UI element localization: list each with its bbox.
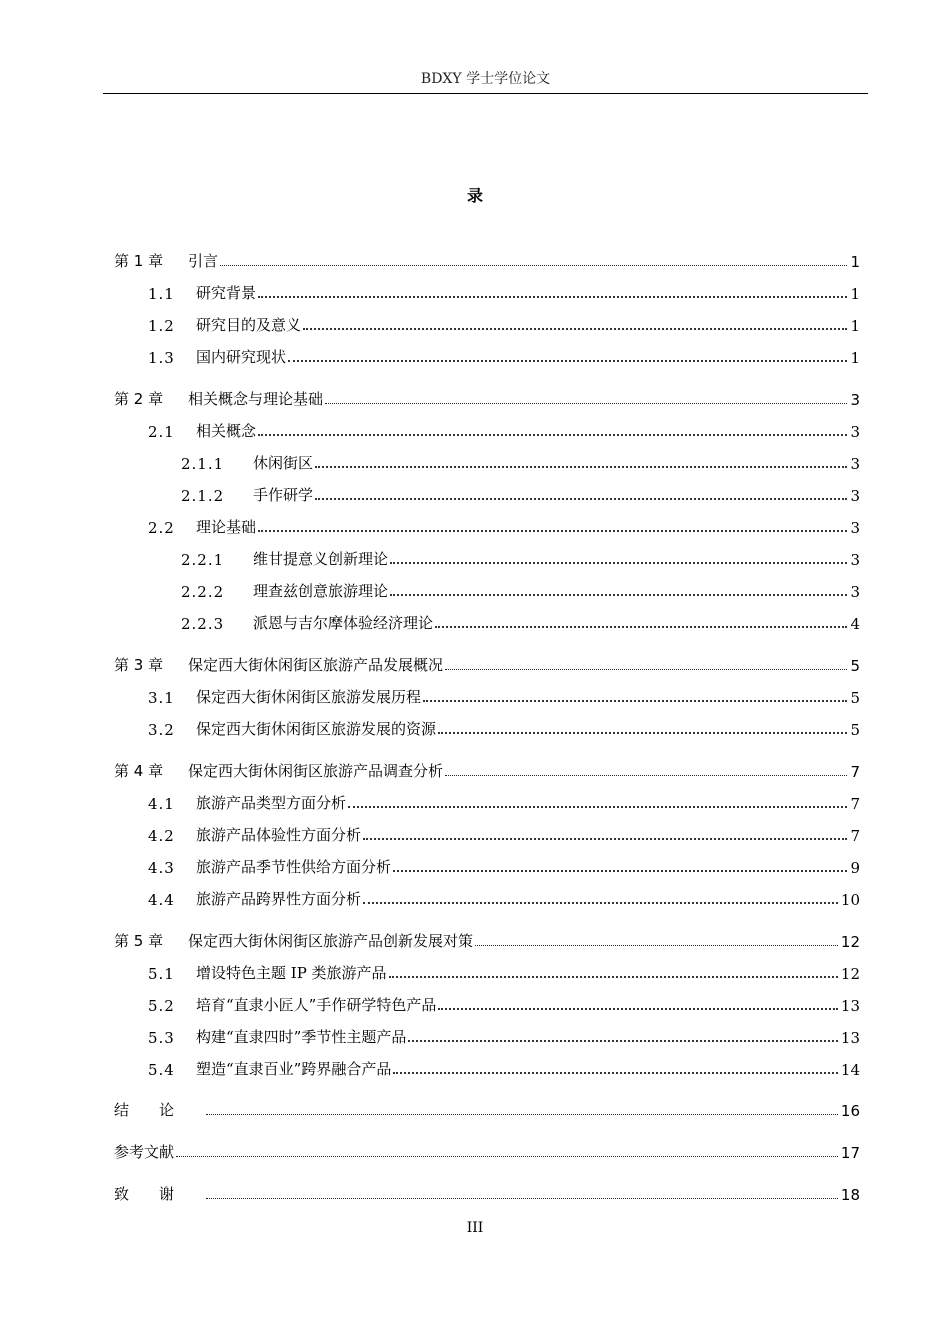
toc-entry-page: 9 [850, 859, 860, 877]
toc-entry-title: 保定西大街休闲街区旅游发展的资源 [196, 720, 437, 738]
toc-entry-number: 第 2 章 [114, 390, 164, 408]
toc-entry-page: 3 [850, 551, 860, 569]
dot-leader [393, 870, 847, 872]
toc-entry[interactable] [181, 451, 860, 473]
dot-leader [408, 1040, 838, 1042]
toc-entry-number: 2.1.1 [181, 455, 225, 473]
toc-entry-number: 第 4 章 [114, 762, 164, 780]
toc-entry-title: 手作研学 [253, 486, 314, 504]
dot-leader [315, 466, 847, 468]
dot-leader [258, 296, 847, 298]
toc-entry-number: 4.2 [148, 827, 175, 845]
toc-entry-page: 3 [850, 455, 860, 473]
dot-leader [206, 1114, 838, 1115]
toc-entry-title: 保定西大街休闲街区旅游产品调查分析 [188, 762, 444, 780]
toc-entry[interactable] [148, 791, 860, 813]
toc-entry[interactable] [148, 717, 860, 739]
toc-entry-number: 2.2.2 [181, 583, 225, 601]
toc-entry-page: 3 [850, 487, 860, 505]
dot-leader [438, 1008, 838, 1010]
toc-entry-title: 保定西大街休闲街区旅游发展历程 [196, 688, 422, 706]
toc-entry-title: 研究目的及意义 [196, 316, 302, 334]
toc-entry-page: 7 [850, 795, 860, 813]
toc-entry-page: 5 [850, 721, 860, 739]
toc-entry-number: 第 5 章 [114, 932, 164, 950]
toc-entry-title: 保定西大街休闲街区旅游产品发展概况 [188, 656, 444, 674]
dot-leader [348, 806, 847, 808]
toc-entry-page: 7 [850, 763, 860, 781]
toc-entry-page: 14 [840, 1061, 860, 1079]
toc-entry[interactable] [181, 483, 860, 505]
toc-entry[interactable] [181, 579, 860, 601]
toc-entry[interactable] [148, 1025, 860, 1047]
toc-entry[interactable] [181, 611, 860, 633]
toc-entry-title: 派恩与吉尔摩体验经济理论 [253, 614, 434, 632]
toc-entry-title: 休闲街区 [253, 454, 314, 472]
dot-leader [393, 1072, 838, 1074]
toc-entry-number: 4.4 [148, 891, 175, 909]
toc-entry-page: 4 [850, 615, 860, 633]
dot-leader [315, 498, 847, 500]
toc-entry-title: 旅游产品体验性方面分析 [196, 826, 362, 844]
toc-entry-number: 5.3 [148, 1029, 175, 1047]
dot-leader [389, 976, 838, 978]
toc-entry-title: 相关概念 [196, 422, 257, 440]
dot-leader [390, 562, 847, 564]
toc-entry-title: 研究背景 [196, 284, 257, 302]
dot-leader [363, 902, 838, 904]
toc-entry[interactable] [114, 929, 860, 951]
dot-leader [445, 775, 847, 776]
toc-title: 录 [466, 186, 483, 205]
toc-entry[interactable] [148, 1057, 860, 1079]
dot-leader [176, 1156, 838, 1157]
toc-entry[interactable] [148, 855, 860, 877]
dot-leader [363, 838, 847, 840]
dot-leader [303, 328, 847, 330]
toc-entry-title: 旅游产品跨界性方面分析 [196, 890, 362, 908]
toc-entry[interactable] [148, 887, 860, 909]
toc-entry-title: 构建“直隶四时”季节性主题产品 [196, 1028, 407, 1046]
toc-entry[interactable] [114, 759, 860, 781]
toc-entry-number: 1.1 [148, 285, 175, 303]
toc-entry-page: 12 [840, 933, 860, 951]
toc-entry-number: 2.1.2 [181, 487, 225, 505]
toc-entry-number: 2.2 [148, 519, 175, 537]
toc-entry-page: 5 [850, 689, 860, 707]
toc-entry-title: 旅游产品类型方面分析 [196, 794, 347, 812]
toc-entry-title: 致谢 [114, 1185, 205, 1203]
toc-entry-title: 理论基础 [196, 518, 257, 536]
toc-entry-page: 17 [840, 1144, 860, 1162]
toc-entry-page: 3 [850, 583, 860, 601]
toc-entry-page: 3 [850, 423, 860, 441]
dot-leader [423, 700, 847, 702]
toc-entry-title: 保定西大街休闲街区旅游产品创新发展对策 [188, 932, 474, 950]
dot-leader [390, 594, 847, 596]
toc-entry-title: 结论 [114, 1101, 205, 1119]
dot-leader [288, 360, 847, 362]
toc-entry-number: 5.1 [148, 965, 175, 983]
dot-leader [435, 626, 847, 628]
toc-entry[interactable] [148, 961, 860, 983]
toc-entry[interactable] [114, 387, 860, 409]
dot-leader [475, 945, 838, 946]
toc-entry[interactable] [148, 419, 860, 441]
toc-entry-title: 增设特色主题 IP 类旅游产品 [196, 964, 387, 982]
toc-entry[interactable] [114, 249, 860, 271]
toc-entry-number: 第 1 章 [114, 252, 164, 270]
toc-entry-page: 1 [850, 349, 860, 367]
toc-entry-page: 3 [850, 391, 860, 409]
toc-entry-page: 1 [850, 253, 860, 271]
toc-entry[interactable] [148, 515, 860, 537]
dot-leader [258, 530, 847, 532]
toc-entry-title: 理查兹创意旅游理论 [253, 582, 389, 600]
toc-entry-page: 13 [840, 997, 860, 1015]
toc-entry-number: 2.2.3 [181, 615, 225, 633]
toc-entry-page: 1 [850, 317, 860, 335]
toc-entry-number: 5.4 [148, 1061, 175, 1079]
toc-entry[interactable] [114, 1182, 860, 1204]
toc-entry-page: 1 [850, 285, 860, 303]
toc-entry-page: 10 [840, 891, 860, 909]
toc-entry-page: 7 [850, 827, 860, 845]
toc-entry[interactable] [114, 1140, 860, 1162]
toc-entry-number: 5.2 [148, 997, 175, 1015]
dot-leader [206, 1198, 838, 1199]
toc-entry[interactable] [181, 547, 860, 569]
toc-entry-title: 塑造“直隶百业”跨界融合产品 [196, 1060, 392, 1078]
toc-entry-title: 相关概念与理论基础 [188, 390, 324, 408]
toc-entry[interactable] [148, 993, 860, 1015]
toc-entry[interactable] [114, 653, 860, 675]
toc-entry-page: 13 [840, 1029, 860, 1047]
toc-entry-title: 维甘提意义创新理论 [253, 550, 389, 568]
toc-entry-page: 5 [850, 657, 860, 675]
toc-entry-title: 培育“直隶小匠人”手作研学特色产品 [196, 996, 437, 1014]
toc-entry-page: 16 [840, 1102, 860, 1120]
toc-entry-number: 2.2.1 [181, 551, 225, 569]
dot-leader [445, 669, 847, 670]
toc-entry-page: 3 [850, 519, 860, 537]
page-number: III [466, 1220, 484, 1236]
toc-entry-page: 12 [840, 965, 860, 983]
toc-entry-number: 1.3 [148, 349, 175, 367]
dot-leader [258, 434, 847, 436]
toc-entry-number: 4.1 [148, 795, 175, 813]
toc-entry-page: 18 [840, 1186, 860, 1204]
toc-entry-number: 3.1 [148, 689, 175, 707]
toc-entry-title: 参考文献 [114, 1143, 175, 1161]
toc-entry-title: 旅游产品季节性供给方面分析 [196, 858, 392, 876]
toc-entry-number: 第 3 章 [114, 656, 164, 674]
toc-entry[interactable] [148, 685, 860, 707]
dot-leader [325, 403, 847, 404]
toc-entry[interactable] [148, 313, 860, 335]
toc-entry[interactable] [114, 1098, 860, 1120]
toc-entry[interactable] [148, 823, 860, 845]
toc-entry-number: 3.2 [148, 721, 175, 739]
toc-entry[interactable] [148, 281, 860, 303]
page-header: BDXY 学士学位论文 [103, 66, 868, 94]
toc-entry-number: 4.3 [148, 859, 175, 877]
toc-entry[interactable] [148, 345, 860, 367]
toc-entry-number: 1.2 [148, 317, 175, 335]
toc-entry-title: 国内研究现状 [196, 348, 287, 366]
dot-leader [220, 265, 847, 266]
toc-entry-number: 2.1 [148, 423, 175, 441]
dot-leader [438, 732, 847, 734]
toc-entry-title: 引言 [188, 252, 219, 270]
